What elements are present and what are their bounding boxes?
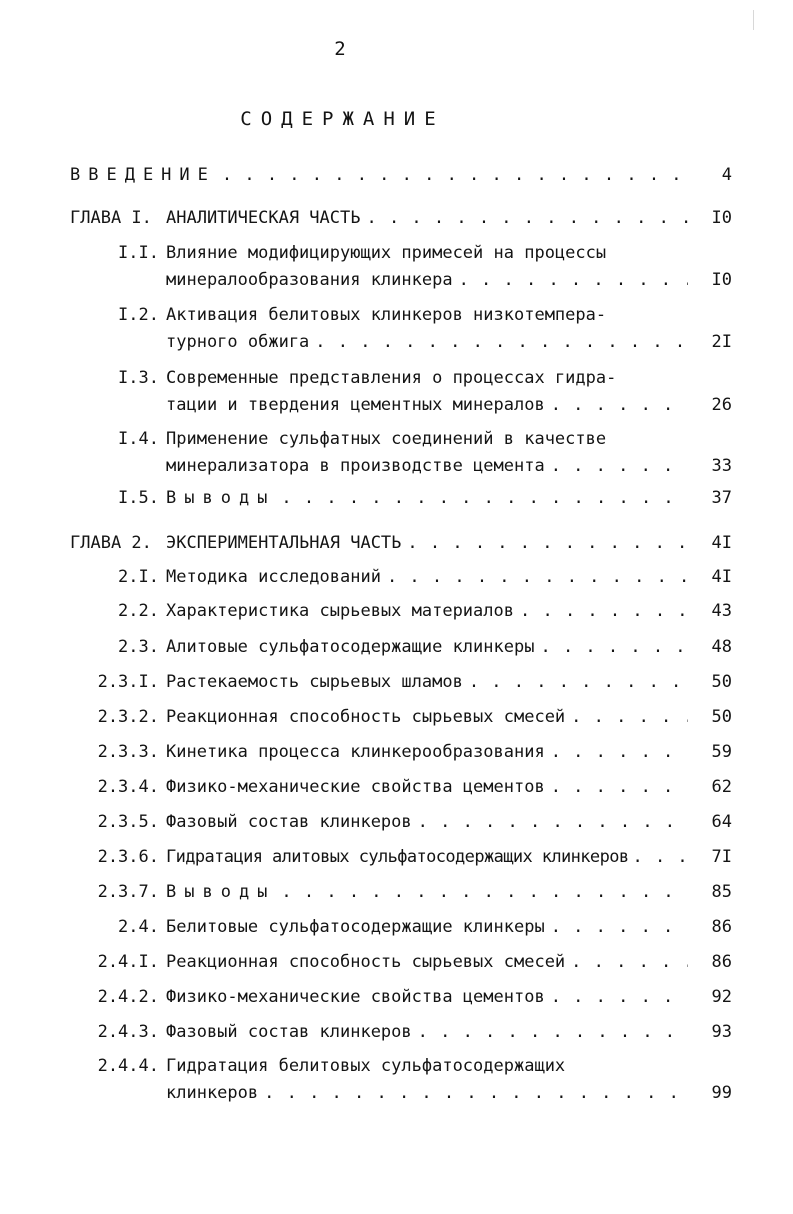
- toc-entry-page: 99: [711, 1083, 732, 1103]
- section-number: I.3.: [118, 368, 159, 388]
- dot-leader: [551, 456, 688, 476]
- section-number: 2.I.: [118, 567, 159, 587]
- dot-leader: [520, 601, 688, 621]
- toc-entry-title: Влияние модифицирующих примесей на процессы: [166, 243, 607, 263]
- section-number: 2.3.5.: [97, 812, 159, 832]
- toc-entry-title: Алитовые сульфатосодержащие клинкеры: [166, 637, 535, 657]
- toc-entry-title-continued: тации и твердения цементных минералов: [166, 395, 545, 415]
- toc-entry-title-continued: минералообразования клинкера: [166, 270, 453, 290]
- toc-entry-page: 50: [711, 707, 732, 727]
- dot-leader: [315, 332, 688, 352]
- toc-entry-title: Кинетика процесса клинкерообразования: [166, 742, 545, 762]
- dot-leader: [418, 1022, 688, 1042]
- toc-entry-page: 92: [711, 987, 732, 1007]
- toc-entry-page: 85: [711, 882, 732, 902]
- toc-entry-title: Методика исследований: [166, 567, 381, 587]
- toc-entry-page: I0: [711, 208, 732, 228]
- section-number: I.5.: [118, 488, 159, 508]
- toc-entry-title: Гидратация белитовых сульфатосодержащих: [166, 1056, 566, 1076]
- dot-leader: [459, 270, 688, 290]
- dot-leader: [551, 742, 688, 762]
- toc-entry-title: Белитовые сульфатосодержащие клинкеры: [166, 917, 545, 937]
- section-number: I.2.: [118, 305, 159, 325]
- toc-entry-title: Современные представления о процессах гидра-: [166, 368, 617, 388]
- section-number: 2.3.7.: [97, 882, 159, 902]
- chapter-label: ГЛАВА 2.: [70, 533, 152, 553]
- toc-entry-page: 37: [711, 488, 732, 508]
- toc-entry-title-continued: клинкеров: [166, 1083, 259, 1103]
- section-number: 2.4.I.: [97, 952, 159, 972]
- toc-entry-title-continued: минерализатора в производстве цемента: [166, 456, 545, 476]
- toc-entry-title: АНАЛИТИЧЕСКАЯ ЧАСТЬ: [166, 208, 361, 228]
- dot-leader: [281, 882, 688, 902]
- toc-entry-page: 86: [711, 952, 732, 972]
- toc-entry-title: Реакционная способность сырьевых смесей: [166, 952, 566, 972]
- section-number: 2.4.3.: [97, 1022, 159, 1042]
- section-number: 2.3.6.: [97, 847, 159, 867]
- toc-entry-title: Характеристика сырьевых материалов: [166, 601, 514, 621]
- toc-entry-page: 50: [711, 672, 732, 692]
- toc-entry-title: Выводы: [166, 882, 276, 902]
- toc-entry-title: ЭКСПЕРИМЕНТАЛЬНАЯ ЧАСТЬ: [166, 533, 402, 553]
- toc-entry-title: Физико-механические свойства цементов: [166, 777, 545, 797]
- section-number: 2.2.: [118, 601, 159, 621]
- dot-leader: [387, 567, 688, 587]
- toc-entry-page: 7I: [711, 847, 732, 867]
- toc-entry-page: 4I: [711, 533, 732, 553]
- toc-entry-page: 62: [711, 777, 732, 797]
- toc-entry-title: Фазовый состав клинкеров: [166, 1022, 412, 1042]
- chapter-label: ГЛАВА I.: [70, 208, 152, 228]
- toc-entry-page: 2I: [711, 332, 732, 352]
- toc-entry-title: Активация белитовых клинкеров низкотемпера-: [166, 305, 607, 325]
- toc-entry-page: 86: [711, 917, 732, 937]
- dot-leader: [407, 533, 688, 553]
- dot-leader: [469, 672, 688, 692]
- section-number: 2.3.4.: [97, 777, 159, 797]
- toc-entry-page: 43: [711, 601, 732, 621]
- toc-entry-page: 26: [711, 395, 732, 415]
- page-number: 2: [334, 38, 346, 60]
- toc-entry-title: Выводы: [166, 488, 276, 508]
- dot-leader: [571, 707, 688, 727]
- toc-entry-title-continued: турного обжига: [166, 332, 310, 352]
- toc-entry-title: Растекаемость сырьевых шламов: [166, 672, 463, 692]
- dot-leader: [366, 208, 688, 228]
- dot-leader: [540, 637, 688, 657]
- toc-entry-page: 33: [711, 456, 732, 476]
- dot-leader: [551, 395, 688, 415]
- section-number: 2.3.: [118, 637, 159, 657]
- section-number: 2.3.I.: [97, 672, 159, 692]
- toc-entry-page: I0: [711, 270, 732, 290]
- dot-leader: [264, 1083, 688, 1103]
- toc-entry-title: Гидратация алитовых сульфатосодержащих клинкеров: [166, 847, 629, 867]
- section-number: I.4.: [118, 429, 159, 449]
- toc-entry-page: 59: [711, 742, 732, 762]
- section-number: 2.3.2.: [97, 707, 159, 727]
- dot-leader: [551, 917, 688, 937]
- section-number: 2.3.3.: [97, 742, 159, 762]
- toc-entry-page: 93: [711, 1022, 732, 1042]
- toc-entry-title: Фазовый состав клинкеров: [166, 812, 412, 832]
- section-number: 2.4.2.: [97, 987, 159, 1007]
- toc-entry-page: 4: [721, 165, 732, 185]
- section-number: I.I.: [118, 243, 159, 263]
- dot-leader: [222, 165, 688, 185]
- toc-entry-page: 64: [711, 812, 732, 832]
- toc-entry-title: Реакционная способность сырьевых смесей: [166, 707, 566, 727]
- toc-entry-page: 4I: [711, 567, 732, 587]
- dot-leader: [418, 812, 688, 832]
- toc-entry-page: 48: [711, 637, 732, 657]
- dot-leader: [281, 488, 688, 508]
- toc-entry-title: ВВЕДЕНИЕ: [70, 165, 216, 185]
- toc-heading: СОДЕРЖАНИЕ: [240, 108, 445, 130]
- dot-leader: [571, 952, 688, 972]
- dot-leader: [632, 847, 690, 867]
- section-number: 2.4.4.: [97, 1056, 159, 1076]
- section-number: 2.4.: [118, 917, 159, 937]
- toc-entry-title: Физико-механические свойства цементов: [166, 987, 545, 1007]
- dot-leader: [551, 777, 688, 797]
- dot-leader: [551, 987, 688, 1007]
- toc-entry-title: Применение сульфатных соединений в качестве: [166, 429, 607, 449]
